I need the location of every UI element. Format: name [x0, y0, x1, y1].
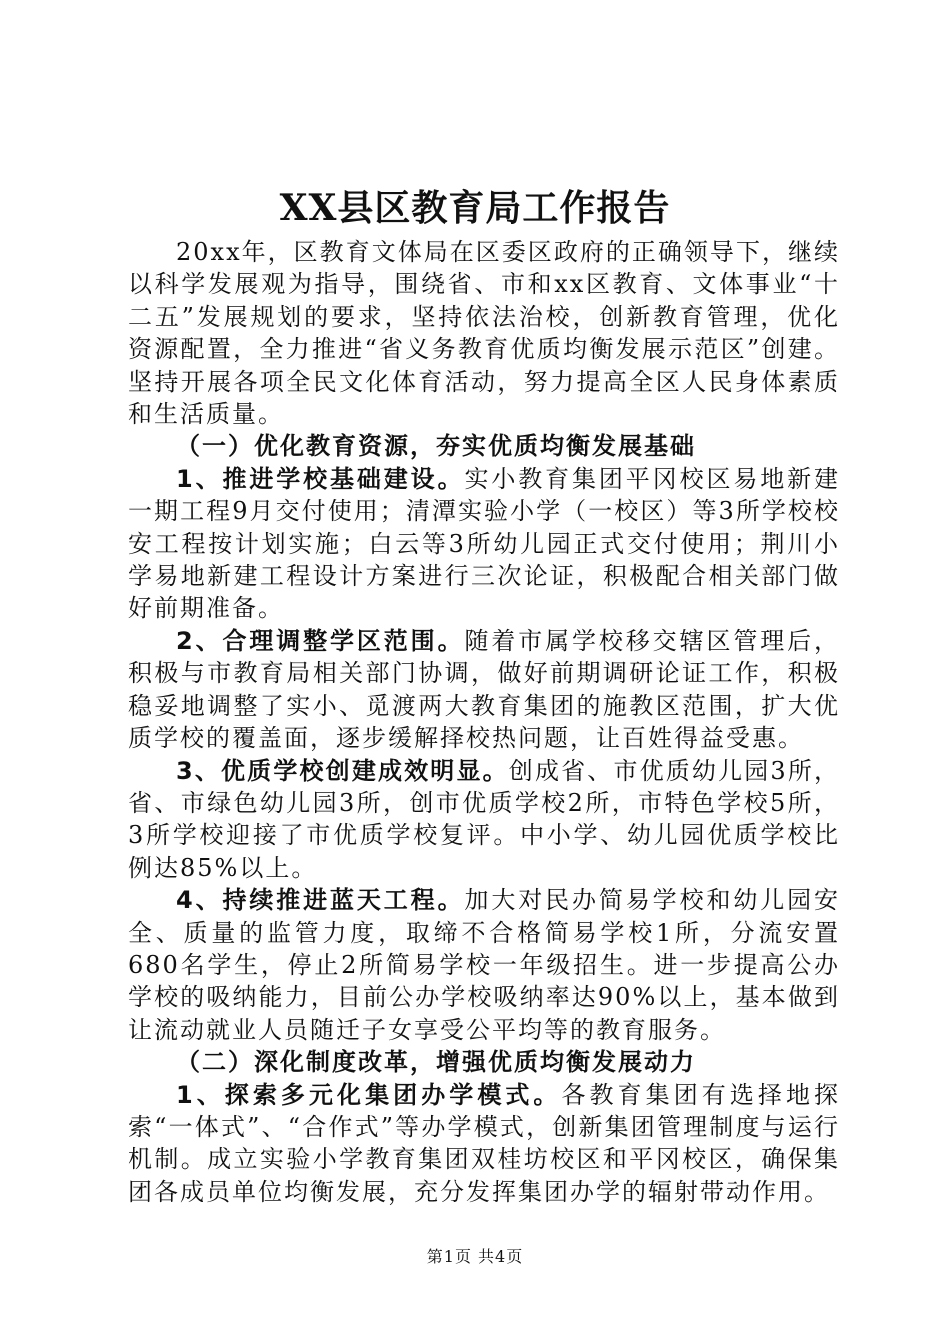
item-lead: 2、合理调整学区范围。	[176, 626, 465, 655]
section-1-item-1	[128, 463, 840, 625]
section-1-heading: （一）优化教育资源，夯实优质均衡发展基础	[176, 432, 696, 461]
item-text: 实小教育集团平冈校区易地新建一期工程9月交付使用；清潭实验小学（一校区）等3所学校校安工程按计划实施；白云等3所幼儿园正式交付使用；荆川小学易地新建工程设计方案进行三次论证，积极配合相关部门做好前期准备。	[128, 464, 841, 623]
page-number-footer: 第1页 共4页	[426, 1247, 524, 1266]
section-1-item-4	[128, 884, 840, 1046]
item-lead: 3、优质学校创建成效明显。	[176, 756, 509, 785]
intro-paragraph: 20xx年，区教育文体局在区委区政府的正确领导下，继续以科学发展观为指导，围绕省、市和xx区教育、文体事业“十二五”发展规划的要求，坚持依法治校，创新教育管理，优化资源配置，全力推进“省义务教育优质均衡发展示范区”创建。坚持开展各项全民文化体育活动，努力提高全区人民身体素质和生活质量。	[128, 238, 840, 429]
item-text: 创成省、市优质幼儿园3所，省、市绿色幼儿园3所，创市优质学校2所，市特色学校5所，3所学校迎接了市优质学校复评。中小学、幼儿园优质学校比例达85%以上。	[128, 756, 840, 882]
item-text: 随着市属学校移交辖区管理后，积极与市教育局相关部门协调，做好前期调研论证工作，积极稳妥地调整了实小、觅渡两大教育集团的施教区范围，扩大优质学校的覆盖面，逐步缓解择校热问题，让百姓得益受惠。	[128, 626, 841, 753]
section-2-heading: （二）深化制度改革，增强优质均衡发展动力	[176, 1048, 696, 1077]
item-lead: 1、推进学校基础建设。	[176, 464, 465, 493]
section-1-item-2	[128, 625, 840, 755]
item-lead: 1、探索多元化集团办学模式。	[176, 1080, 562, 1109]
section-2-item-1	[128, 1079, 840, 1209]
document-body	[128, 236, 840, 1208]
section-1-item-3	[128, 755, 840, 885]
item-lead: 4、持续推进蓝天工程。	[176, 886, 465, 915]
item-text: 加大对民办简易学校和幼儿园安全、质量的监管力度，取缔不合格简易学校1所，分流安置680名学生，停止2所简易学校一年级招生。进一步提高公办学校的吸纳能力，目前公办学校吸纳率达90%以上，基本做到让流动就业人员随迁子女享受公平均等的教育服务。	[128, 886, 841, 1044]
document-title: XX县区教育局工作报告	[279, 187, 671, 229]
item-text: 各教育集团有选择地探索“一体式”、“合作式”等办学模式，创新集团管理制度与运行机制。成立实验小学教育集团双桂坊校区和平冈校区，确保集团各成员单位均衡发展，充分发挥集团办学的辐射带动作用。	[128, 1080, 841, 1206]
